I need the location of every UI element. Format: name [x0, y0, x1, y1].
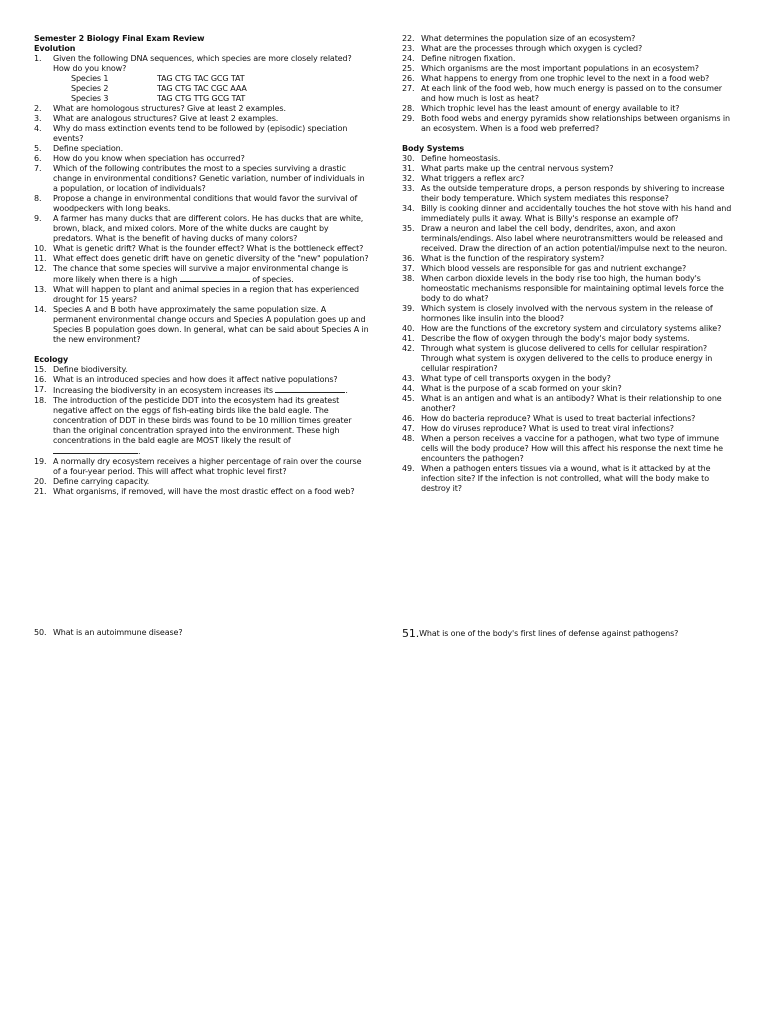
question-9 — [34, 214, 369, 244]
question-26 — [402, 74, 737, 84]
question-number: 5. — [34, 144, 42, 153]
question-text: Describe the flow of oxygen through the body's major body systems. — [421, 334, 690, 343]
question-text: What is the function of the respiratory system? — [421, 254, 605, 263]
question-text: What type of cell transports oxygen in the body? — [421, 374, 611, 383]
question-text: What is an antigen and what is an antibody? What is their relationship to one another? — [421, 394, 722, 413]
question-number: 18. — [34, 396, 47, 405]
question-30 — [402, 154, 737, 164]
question-14 — [34, 305, 369, 345]
question-number: 48. — [402, 434, 415, 443]
question-text: Billy is cooking dinner and accidentally touches the hot stove with his hand and immediately pulls it away. What is Billy's response an example of? — [421, 204, 732, 223]
species-name: Species 3 — [71, 94, 109, 103]
species-name: Species 2 — [71, 84, 109, 93]
left-column — [34, 34, 369, 497]
question-text-part: of species. — [252, 275, 294, 284]
question-number: 40. — [402, 324, 415, 333]
question-text-part: Increasing the biodiversity in an ecosystem increases its — [53, 386, 273, 395]
spacer — [34, 345, 369, 355]
question-number: 13. — [34, 285, 47, 294]
dna-sequence: TAG CTG TAC CGC AAA — [157, 84, 247, 93]
question-text: Species A and B both have approximately the same population size. A permanent environmental change occurs and Species A population goes up and Species B population goes down. In general, what can be said about Species A in the new environment? — [53, 305, 369, 344]
question-33 — [402, 184, 737, 204]
question-29 — [402, 114, 737, 134]
question-20 — [34, 477, 369, 487]
question-text: What are the processes through which oxygen is cycled? — [421, 44, 643, 53]
answer-blank — [275, 385, 348, 395]
question-44 — [402, 384, 737, 394]
question-48 — [402, 434, 737, 464]
question-number: 7. — [34, 164, 42, 173]
question-number: 43. — [402, 374, 415, 383]
question-text: When a person receives a vaccine for a pathogen, what two type of immune cells will the body produce? How will this affect his response the next time he encounters the pathogen? — [421, 434, 723, 463]
question-number: 36. — [402, 254, 415, 263]
question-4 — [34, 124, 369, 144]
section-heading-evolution: Evolution — [34, 44, 76, 53]
question-number: 35. — [402, 224, 415, 233]
species-name: Species 1 — [71, 74, 109, 83]
question-27 — [402, 84, 737, 104]
dna-sequence: TAG CTG TTG GCG TAT — [157, 94, 246, 103]
question-36 — [402, 254, 737, 264]
question-46 — [402, 414, 737, 424]
question-text: What is an introduced species and how does it affect native populations? — [53, 375, 338, 384]
question-text: Define nitrogen fixation. — [421, 54, 516, 63]
question-number: 30. — [402, 154, 415, 163]
question-text: What parts make up the central nervous system? — [421, 164, 614, 173]
question-12 — [34, 264, 369, 285]
question-text: Which of the following contributes the most to a species surviving a drastic change in environmental conditions? Genetic variation, number of individuals in a population, or location of individuals? — [53, 164, 365, 193]
answer-blank — [53, 446, 141, 456]
question-17 — [34, 385, 369, 396]
question-number: 17. — [34, 385, 47, 394]
question-number: 39. — [402, 304, 415, 313]
question-51 — [402, 629, 678, 639]
question-text: Define carrying capacity. — [53, 477, 150, 486]
question-text: Define homeostasis. — [421, 154, 501, 163]
question-2 — [34, 104, 369, 114]
question-number: 8. — [34, 194, 42, 203]
question-text: Draw a neuron and label the cell body, dendrites, axon, and axon terminals/endings. Also label where neurotransmitters would be released and received. Draw the direction of an action potential/impulse next to the neuron. — [421, 224, 728, 253]
question-text: When carbon dioxide levels in the body rise too high, the human body's homeostatic mechanisms responsible for maintaining optimal levels force the body to do what? — [421, 274, 724, 303]
question-38 — [402, 274, 737, 304]
question-text: Which blood vessels are responsible for gas and nutrient exchange? — [421, 264, 687, 273]
question-number: 12. — [34, 264, 47, 273]
question-text-part: . — [345, 386, 348, 395]
question-32 — [402, 174, 737, 184]
question-number: 9. — [34, 214, 42, 223]
question-number: 6. — [34, 154, 42, 163]
question-text: What are analogous structures? Give at least 2 examples. — [53, 114, 279, 123]
question-text-part: The chance that some species will survive a major environmental change is more likely when there is a high — [53, 264, 349, 284]
question-24 — [402, 54, 737, 64]
question-text: What effect does genetic drift have on genetic diversity of the "new" population? — [53, 254, 369, 263]
dna-sequence-table — [53, 74, 247, 104]
question-text: A normally dry ecosystem receives a higher percentage of rain over the course of a four-year period. This will affect what trophic level first? — [53, 457, 362, 476]
question-text — [53, 385, 369, 396]
table-row — [53, 94, 247, 104]
question-number: 22. — [402, 34, 415, 43]
question-text-part: The introduction of the pesticide DDT into the ecosystem had its greatest negative affect on the eggs of fish-eating birds like the bald eagle. The concentration of DDT in these birds was found to be 10 million times greater than the original concentration sprayed into the environment. These high concentrations in the bald eagle are MOST likely the result of — [53, 396, 352, 445]
question-number: 38. — [402, 274, 415, 283]
question-number: 37. — [402, 264, 415, 273]
question-text: What is one of the body's first lines of defense against pathogens? — [419, 629, 679, 638]
question-number: 14. — [34, 305, 47, 314]
question-11 — [34, 254, 369, 264]
question-text: How are the functions of the excretory system and circulatory systems alike? — [421, 324, 722, 333]
question-number: 1. — [34, 54, 42, 63]
question-number: 33. — [402, 184, 415, 193]
question-text: How do bacteria reproduce? What is used to treat bacterial infections? — [421, 414, 696, 423]
question-number: 25. — [402, 64, 415, 73]
question-49 — [402, 464, 737, 494]
question-21 — [34, 487, 369, 497]
question-6 — [34, 154, 369, 164]
question-1 — [34, 54, 369, 74]
question-number: 19. — [34, 457, 47, 466]
question-number: 31. — [402, 164, 415, 173]
question-text: What happens to energy from one trophic level to the next in a food web? — [421, 74, 710, 83]
question-text: What organisms, if removed, will have the most drastic effect on a food web? — [53, 487, 355, 496]
question-text-part: . — [138, 447, 141, 456]
question-number: 29. — [402, 114, 415, 123]
question-42 — [402, 344, 737, 374]
question-number: 11. — [34, 254, 47, 263]
question-number: 23. — [402, 44, 415, 53]
question-text: As the outside temperature drops, a person responds by shivering to increase their body temperature. Which system mediates this response? — [421, 184, 725, 203]
question-text: How do viruses reproduce? What is used to treat viral infections? — [421, 424, 674, 433]
question-text: What is genetic drift? What is the founder effect? What is the bottleneck effect? — [53, 244, 364, 253]
question-number: 32. — [402, 174, 415, 183]
question-number: 21. — [34, 487, 47, 496]
question-50 — [34, 628, 182, 638]
question-18 — [34, 396, 369, 457]
question-number: 27. — [402, 84, 415, 93]
question-47 — [402, 424, 737, 434]
question-25 — [402, 64, 737, 74]
question-text: What determines the population size of an ecosystem? — [421, 34, 636, 43]
question-number: 3. — [34, 114, 42, 123]
question-number: 16. — [34, 375, 47, 384]
section-heading-ecology: Ecology — [34, 355, 69, 364]
question-28 — [402, 104, 737, 114]
question-text: Both food webs and energy pyramids show relationships between organisms in an ecosystem. When is a food web preferred? — [421, 114, 730, 133]
question-35 — [402, 224, 737, 254]
question-text — [53, 396, 369, 457]
question-text: Define biodiversity. — [53, 365, 128, 374]
section-heading-body-systems: Body Systems — [402, 144, 464, 153]
table-row — [53, 84, 247, 94]
table-row — [53, 74, 247, 84]
question-43 — [402, 374, 737, 384]
question-16 — [34, 375, 369, 385]
question-13 — [34, 285, 369, 305]
question-41 — [402, 334, 737, 344]
right-column — [402, 34, 737, 494]
question-34 — [402, 204, 737, 224]
question-number: 49. — [402, 464, 415, 473]
question-39 — [402, 304, 737, 324]
question-number: 20. — [34, 477, 47, 486]
question-text: At each link of the food web, how much energy is passed on to the consumer and how much is lost as heat? — [421, 84, 722, 103]
answer-blank — [180, 274, 250, 282]
document-title: Semester 2 Biology Final Exam Review — [34, 34, 205, 43]
question-3 — [34, 114, 369, 124]
question-37 — [402, 264, 737, 274]
question-text: When a pathogen enters tissues via a wound, what is it attacked by at the infection site? If the infection is not controlled, what will the body make to destroy it? — [421, 464, 711, 493]
question-45 — [402, 394, 737, 414]
question-text: Which organisms are the most important populations in an ecosystem? — [421, 64, 699, 73]
question-number: 34. — [402, 204, 415, 213]
question-8 — [34, 194, 369, 214]
question-text: What is the purpose of a scab formed on your skin? — [421, 384, 622, 393]
question-text: A farmer has many ducks that are different colors. He has ducks that are white, brown, black, and mixed colors. More of the white ducks are caught by predators. What is the benefit of having ducks of many colors? — [53, 214, 364, 243]
question-5 — [34, 144, 369, 154]
question-text: Given the following DNA sequences, which species are more closely related? How do you know? — [53, 54, 352, 73]
question-number: 45. — [402, 394, 415, 403]
question-text: What will happen to plant and animal species in a region that has experienced drought for 15 years? — [53, 285, 359, 304]
question-text: Which system is closely involved with the nervous system in the release of hormones like insulin into the blood? — [421, 304, 713, 323]
question-number: 4. — [34, 124, 42, 133]
question-number: 47. — [402, 424, 415, 433]
question-number: 42. — [402, 344, 415, 353]
question-text: Propose a change in environmental conditions that would favor the survival of woodpeckers with long beaks. — [53, 194, 358, 213]
question-22 — [402, 34, 737, 44]
question-10 — [34, 244, 369, 254]
question-text — [53, 264, 369, 285]
question-number: 15. — [34, 365, 47, 374]
question-number: 2. — [34, 104, 42, 113]
question-number: 46. — [402, 414, 415, 423]
question-number: 28. — [402, 104, 415, 113]
question-text: What triggers a reflex arc? — [421, 174, 525, 183]
question-text: How do you know when speciation has occurred? — [53, 154, 245, 163]
question-text: What is an autoimmune disease? — [53, 628, 183, 637]
question-23 — [402, 44, 737, 54]
question-text: Which trophic level has the least amount of energy available to it? — [421, 104, 680, 113]
question-number: 51. — [402, 627, 420, 640]
question-40 — [402, 324, 737, 334]
question-15 — [34, 365, 369, 375]
spacer — [402, 134, 737, 144]
question-number: 44. — [402, 384, 415, 393]
question-text: Define speciation. — [53, 144, 124, 153]
question-7 — [34, 164, 369, 194]
question-number: 24. — [402, 54, 415, 63]
dna-sequence: TAG CTG TAC GCG TAT — [157, 74, 245, 83]
question-31 — [402, 164, 737, 174]
question-number: 10. — [34, 244, 47, 253]
question-number: 26. — [402, 74, 415, 83]
question-text: What are homologous structures? Give at least 2 examples. — [53, 104, 286, 113]
question-number: 50. — [34, 628, 47, 637]
question-number: 41. — [402, 334, 415, 343]
question-19 — [34, 457, 369, 477]
question-text: Why do mass extinction events tend to be followed by (episodic) speciation events? — [53, 124, 348, 143]
question-text: Through what system is glucose delivered to cells for cellular respiration? Through what system is oxygen delivered to the cells to produce energy in cellular respiration? — [421, 344, 713, 373]
